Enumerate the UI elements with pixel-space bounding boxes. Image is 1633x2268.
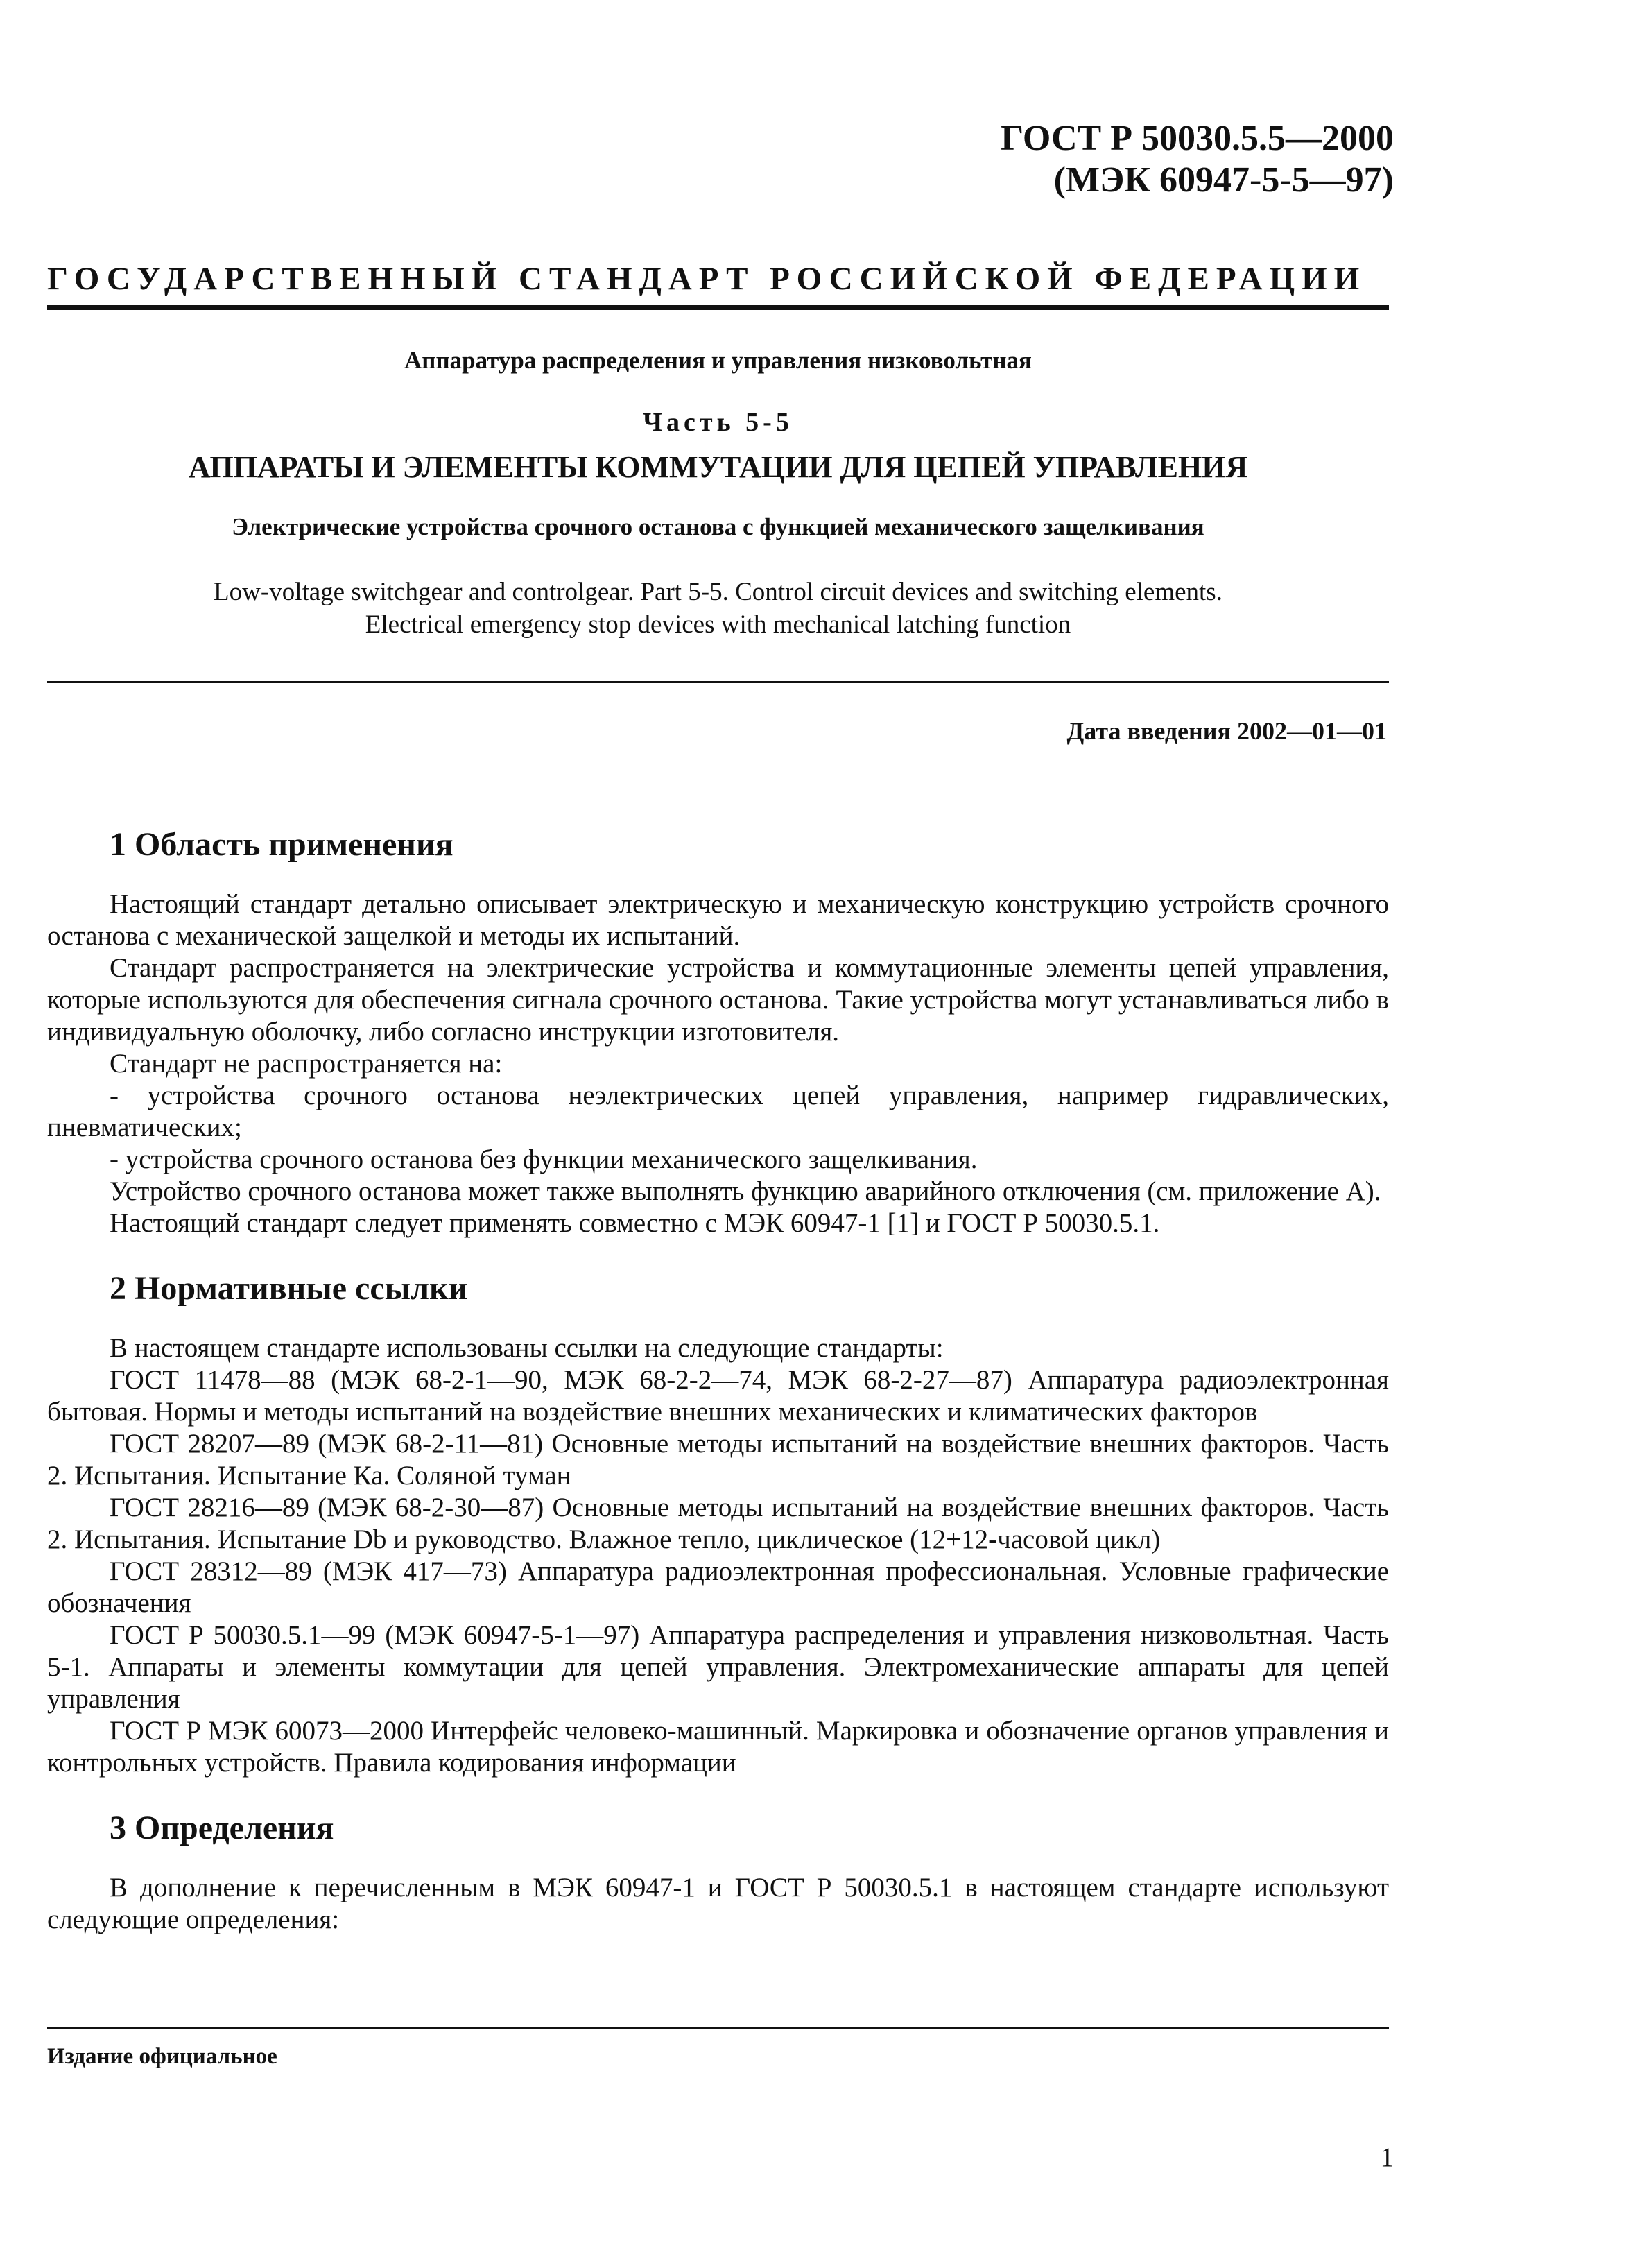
state-standard-heading: ГОСУДАРСТВЕННЫЙ СТАНДАРТ РОССИЙСКОЙ ФЕДЕРАЦИИ [47,261,1367,297]
paragraph: Стандарт распространяется на электрические устройства и коммутационные элементы цепей управления, которые используются для обеспечения сигнала срочного останова. Такие устройства могут устанавливаться либо в индивидуальную оболочку, либо согласно инструкции изготовителя. [47,953,1389,1047]
document-body [47,826,1389,1936]
paragraph: В настоящем стандарте использованы ссылки на следующие стандарты: [110,1333,944,1363]
title-rule [47,681,1389,683]
title-subtitle: Электрические устройства срочного останова с функцией механического защелкивания [232,513,1204,540]
title-group: Аппаратура распределения и управления низковольтная [404,347,1032,374]
english-title-line2: Electrical emergency stop devices with mechanical latching function [365,610,1071,639]
reference-item: ГОСТ Р МЭК 60073—2000 Интерфейс человеко-машинный. Маркировка и обозначение органов управления и контрольных устройств. Правила кодирования информации [47,1716,1389,1778]
header-rule [47,305,1389,310]
paragraph: Стандарт не распространяется на: [110,1049,503,1079]
paragraph: В дополнение к перечисленным в МЭК 60947-1 и ГОСТ Р 50030.5.1 в настоящем стандарте используют следующие определения: [47,1873,1389,1934]
standard-identifier [1001,118,1394,201]
paragraph: Устройство срочного останова может также выполнять функцию аварийного отключения (см. приложение А). [110,1176,1381,1206]
english-title-line1: Low-voltage switchgear and controlgear. Part 5-5. Control circuit devices and switching elements. [214,578,1222,606]
paragraph: Настоящий стандарт детально описывает электрическую и механическую конструкцию устройств срочного останова с механической защелкой и методы их испытаний. [47,889,1389,951]
english-title [47,576,1389,641]
iec-number: (МЭК 60947-5-5—97) [1053,160,1394,200]
section-definitions [47,1812,1389,1936]
section-normative-references [47,1270,1389,1779]
paragraph: Настоящий стандарт следует применять совместно с МЭК 60947-1 [1] и ГОСТ Р 50030.5.1. [110,1208,1160,1238]
page-number: 1 [1380,2142,1394,2172]
reference-item: ГОСТ Р 50030.5.1—99 (МЭК 60947-5-1—97) Аппаратура распределения и управления низковольтная. Часть 5-1. Аппараты и элементы коммутации для цепей управления. Электромеханические аппараты для цепей управления [47,1620,1389,1714]
section-heading: 2 Нормативные ссылки [110,1270,468,1307]
section-heading: 3 Определения [110,1810,334,1846]
reference-item: ГОСТ 28216—89 (МЭК 68-2-30—87) Основные методы испытаний на воздействие внешних факторов. Часть 2. Испытания. Испытание Db и руководство. Влажное тепло, циклическое (12+12-часовой цикл) [47,1493,1389,1554]
list-item: - устройства срочного останова без функции механического защелкивания. [110,1144,978,1174]
title-part: Часть 5-5 [643,408,793,437]
edition-label: Издание официальное [47,2044,277,2069]
footer-rule [47,2027,1389,2029]
section-scope [47,826,1389,1239]
reference-item: ГОСТ 28207—89 (МЭК 68-2-11—81) Основные методы испытаний на воздействие внешних факторов. Часть 2. Испытания. Испытание Ка. Соляной туман [47,1429,1389,1490]
gost-number: ГОСТ Р 50030.5.5—2000 [1001,119,1394,158]
reference-item: ГОСТ 28312—89 (МЭК 417—73) Аппаратура радиоэлектронная профессиональная. Условные графические обозначения [47,1556,1389,1618]
introduction-date: Дата введения 2002—01—01 [1066,717,1387,745]
section-heading: 1 Область применения [110,826,453,863]
title-main: АППАРАТЫ И ЭЛЕМЕНТЫ КОММУТАЦИИ ДЛЯ ЦЕПЕЙ УПРАВЛЕНИЯ [188,450,1248,484]
reference-item: ГОСТ 11478—88 (МЭК 68-2-1—90, МЭК 68-2-2—74, МЭК 68-2-27—87) Аппаратура радиоэлектронная бытовая. Нормы и методы испытаний на воздействие внешних механических и климатических факторов [47,1365,1389,1427]
list-item: - устройства срочного останова неэлектрических цепей управления, например гидравлических, пневматических; [47,1081,1389,1142]
